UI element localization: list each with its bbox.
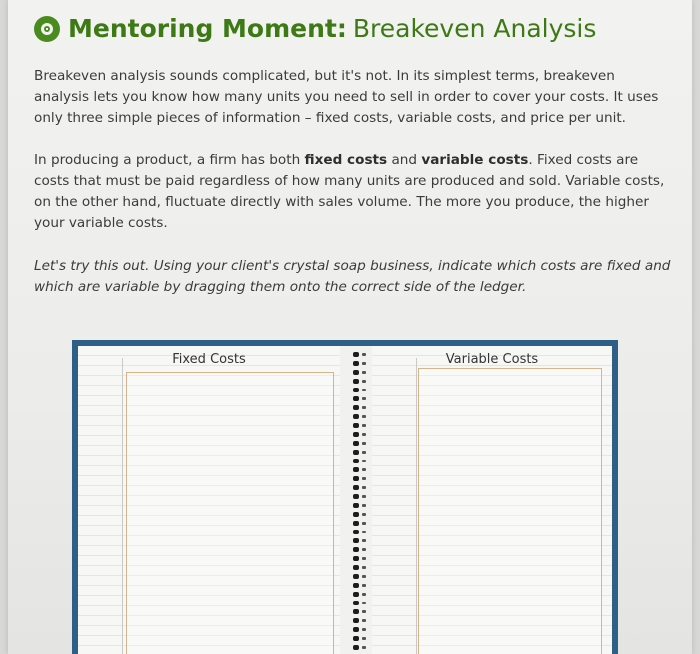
fixed-costs-page xyxy=(78,346,340,654)
spiral-ring xyxy=(353,636,359,641)
spiral-ring xyxy=(353,459,359,464)
spiral-ring xyxy=(353,645,359,650)
spiral-ring xyxy=(353,592,359,597)
variable-costs-drop-zone[interactable] xyxy=(418,368,602,654)
spiral-ring xyxy=(353,405,359,410)
spiral-ring xyxy=(353,388,359,393)
mentoring-circle-icon xyxy=(34,16,60,42)
spiral-binding xyxy=(340,346,372,654)
spiral-ring xyxy=(353,627,359,632)
spiral-ring xyxy=(353,601,359,606)
instruction-paragraph: Let's try this out. Using your client's crystal soap business, indicate which costs are fixed and which are variable by dragging them onto the correct side of the ledger. xyxy=(34,258,671,295)
variable-costs-heading: Variable Costs xyxy=(445,352,539,367)
spiral-ring xyxy=(353,618,359,623)
spiral-ring xyxy=(353,521,359,526)
spiral-ring xyxy=(353,476,359,481)
spiral-ring xyxy=(353,512,359,517)
spiral-ring xyxy=(353,485,359,490)
spiral-ring xyxy=(353,609,359,614)
spiral-ring xyxy=(353,538,359,543)
spiral-ring xyxy=(353,441,359,446)
spiral-ring xyxy=(353,432,359,437)
title-bold-text: Mentoring Moment: xyxy=(68,14,347,43)
spiral-ring xyxy=(353,414,359,419)
costs-paragraph xyxy=(34,150,674,234)
margin-line xyxy=(416,358,417,654)
fixed-costs-drop-zone[interactable] xyxy=(126,372,334,654)
costs-text-and: and xyxy=(387,152,422,168)
spiral-ring xyxy=(353,583,359,588)
fixed-costs-heading: Fixed Costs xyxy=(172,352,246,367)
variable-costs-page xyxy=(372,346,612,654)
page-title xyxy=(34,14,596,43)
spiral-ring xyxy=(353,467,359,472)
spiral-ring xyxy=(353,370,359,375)
spiral-ring xyxy=(353,565,359,570)
spiral-ring xyxy=(353,423,359,428)
ledger xyxy=(72,340,618,654)
spiral-ring xyxy=(353,494,359,499)
spiral-ring xyxy=(353,352,359,357)
spiral-ring xyxy=(353,556,359,561)
spiral-ring xyxy=(353,379,359,384)
fixed-costs-term: fixed costs xyxy=(304,152,388,168)
spiral-ring xyxy=(353,530,359,535)
title-topic-text: Breakeven Analysis xyxy=(352,14,597,43)
spiral-ring xyxy=(353,396,359,401)
spiral-ring xyxy=(353,574,359,579)
costs-text-1: In producing a product, a firm has both xyxy=(34,152,305,168)
spiral-ring xyxy=(353,450,359,455)
spiral-ring xyxy=(353,503,359,508)
intro-paragraph: Breakeven analysis sounds complicated, but it's not. In its simplest terms, breakeven analysis lets you know how many units you need to sell in order to cover your costs. It uses only three simple pieces of information – fixed costs, variable costs, and price per unit. xyxy=(34,68,659,126)
spiral-ring xyxy=(353,361,359,366)
spiral-ring xyxy=(353,547,359,552)
costs-text-2: . Fixed costs are costs that must be paid regardless of how many units are produced and sold. Variable costs, on the other hand, fluctuate directly with sales volume. The more you produce, the higher your variable costs. xyxy=(34,152,665,231)
variable-costs-term: variable costs xyxy=(421,152,529,168)
margin-line xyxy=(122,358,123,654)
